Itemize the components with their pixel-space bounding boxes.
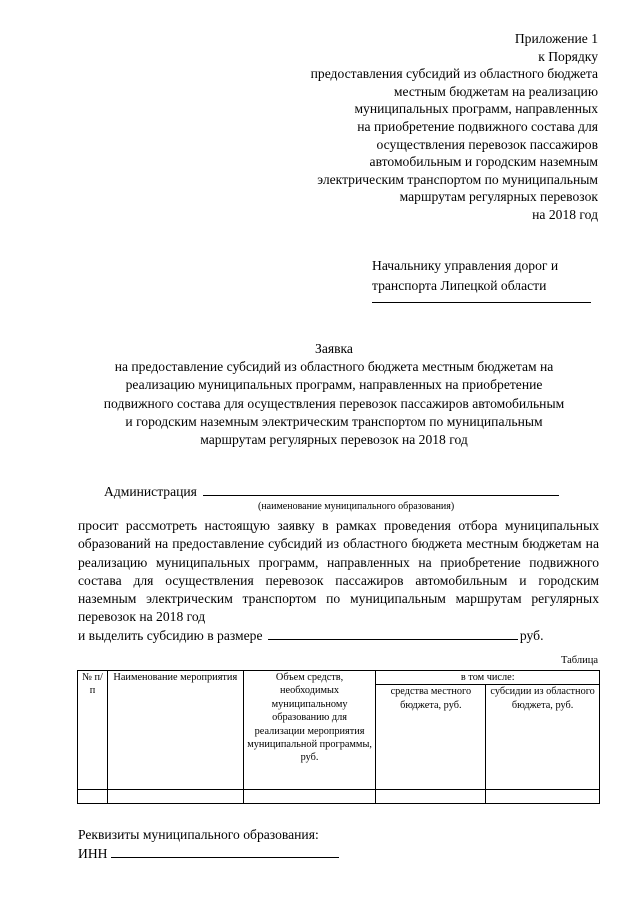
administration-label: Администрация (104, 484, 197, 499)
title-heading: Заявка (315, 341, 353, 356)
amount-suffix: руб. (519, 627, 544, 643)
header-name: Наименование мероприятия (107, 671, 243, 790)
table-header-row (78, 671, 600, 685)
inn-field[interactable] (111, 847, 339, 858)
appendix-line: маршрутам регулярных перевозок (399, 189, 598, 205)
title-line: маршрутам регулярных перевозок на 2018 год (200, 432, 468, 448)
appendix-line: Приложение 1 (514, 31, 598, 46)
table-label: Таблица (560, 655, 598, 666)
inn-row (78, 845, 339, 864)
municipality-name-field[interactable] (203, 485, 559, 496)
table-cell[interactable] (107, 790, 243, 804)
title-line: на предоставление субсидий из областного бюджета местным бюджетам на (114, 359, 554, 375)
subsidy-amount-field[interactable] (268, 629, 518, 640)
appendix-line: к Порядку (538, 48, 598, 64)
request-paragraph (78, 517, 599, 645)
header-local-budget: средства местного бюджета, руб. (376, 685, 486, 790)
title-line: реализацию муниципальных программ, направленных на приобретение (125, 377, 543, 393)
municipality-hint: (наименование муниципального образования) (258, 501, 455, 512)
addressee-line: транспорта Липецкой области (372, 278, 547, 293)
requisites-block (78, 826, 339, 863)
appendix-line: электрическим транспортом по муниципальным (317, 171, 598, 187)
header-regional-subsidy: субсидии из областного бюджета, руб. (486, 685, 600, 790)
table-row (78, 790, 600, 804)
appendix-block (258, 30, 598, 224)
appendix-line: осуществления перевозок пассажиров (376, 136, 598, 152)
addressee-block (372, 256, 602, 303)
amount-prefix: и выделить субсидию в размере (78, 627, 263, 643)
appendix-line: предоставления субсидий из областного бюджета (310, 66, 598, 82)
title-line: и городским наземным электрическим транспортом по муниципальным (125, 413, 543, 429)
requisites-title: Реквизиты муниципального образования: (78, 827, 319, 842)
table-cell[interactable] (78, 790, 108, 804)
document-title (70, 340, 598, 449)
subsidy-table (77, 670, 600, 804)
header-including: в том числе: (376, 671, 600, 685)
title-line: подвижного состава для осуществления перевозок пассажиров автомобильным (103, 395, 565, 411)
appendix-line: на приобретение подвижного состава для (357, 118, 598, 134)
inn-label: ИНН (78, 845, 108, 861)
table-cell[interactable] (243, 790, 376, 804)
appendix-line: автомобильным и городским наземным (369, 154, 598, 170)
amount-row (78, 627, 599, 645)
request-text: просит рассмотреть настоящую заявку в рамках проведения отбора муниципальных образований на предоставление субсидий из областного бюджета местным бюджетам на реализацию муниципальных программ, направленных на приобретение подвижного состава для осуществления перевозок пассажиров автомобильным и городским наземным электрическим транспортом по муниципальным маршрутам регулярных перевозок на 2018 год (78, 518, 599, 625)
administration-row (104, 484, 559, 500)
table-cell[interactable] (486, 790, 600, 804)
signature-underline (372, 296, 591, 303)
addressee-line: Начальнику управления дорог и (372, 258, 559, 273)
appendix-line: муниципальных программ, направленных (354, 101, 598, 117)
table-cell[interactable] (376, 790, 486, 804)
header-volume: Объем средств, необходимых муниципальному образованию для реализации мероприятия муниципальной программы, руб. (243, 671, 376, 790)
appendix-line: местным бюджетам на реализацию (393, 83, 598, 99)
appendix-line: на 2018 год (532, 206, 598, 222)
header-num: № п/п (78, 671, 108, 790)
